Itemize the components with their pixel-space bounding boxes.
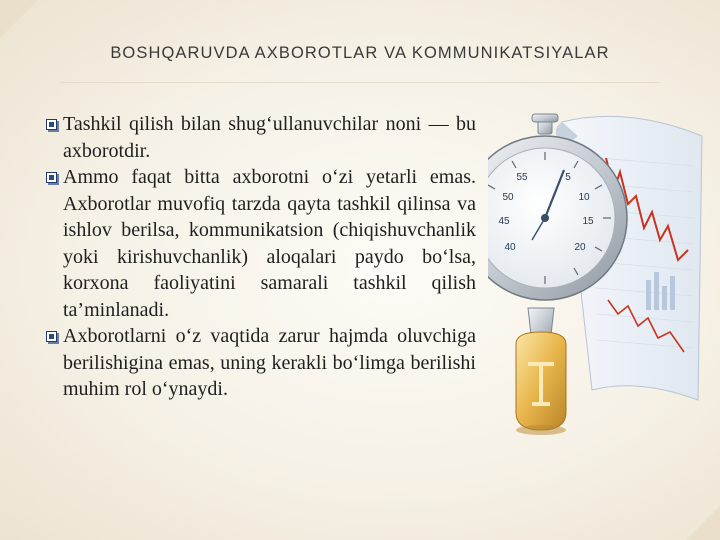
stopwatch-number: 5	[565, 172, 571, 183]
stopwatch-number: 15	[582, 216, 594, 227]
bullet-text: Tashkil qilish bilan shug‘ullanuvchilar noni — bu axborotdir.	[63, 113, 476, 162]
weight-scale-icon	[516, 308, 566, 435]
square-bullet-icon	[46, 119, 57, 130]
illustration	[488, 100, 706, 460]
corner-decoration-top-left	[0, 0, 38, 38]
stopwatch-number: 50	[502, 192, 514, 203]
bullet-item-2	[56, 164, 476, 323]
bullet-item-3	[56, 323, 476, 403]
slide-title: BOSHQARUVDA AXBOROTLAR VA KOMMUNIKATSIYALAR	[110, 44, 610, 62]
bullet-text: Ammo faqat bitta axborotni o‘zi yetarli emas. Axborotlar muvofiq tarzda qayta tashkil qilinsa va ishlov berilsa, kommunikatsion (chiqishuvchanlik yoki kirishuvchanlik) aloqalari paydo bo‘lsa, korxona faoliyatini samarali tashkil qilish ta’minlanadi.	[63, 166, 476, 321]
bullet-list	[56, 111, 476, 403]
title-divider	[60, 82, 660, 83]
stopwatch-number: 45	[498, 216, 510, 227]
stopwatch-number: 10	[578, 192, 590, 203]
stopwatch-number: 20	[574, 242, 586, 253]
square-bullet-icon	[46, 172, 57, 183]
corner-decoration-bottom-right	[686, 506, 720, 540]
bullet-text: Axborotlarni o‘z vaqtida zarur hajmda oluvchiga berilishigina emas, uning kerakli bo‘limga berilishi muhim rol o‘ynaydi.	[63, 325, 476, 400]
stopwatch-number: 40	[504, 242, 516, 253]
stopwatch-number: 55	[516, 172, 528, 183]
square-bullet-icon	[46, 331, 57, 342]
bullet-item-1	[56, 111, 476, 164]
